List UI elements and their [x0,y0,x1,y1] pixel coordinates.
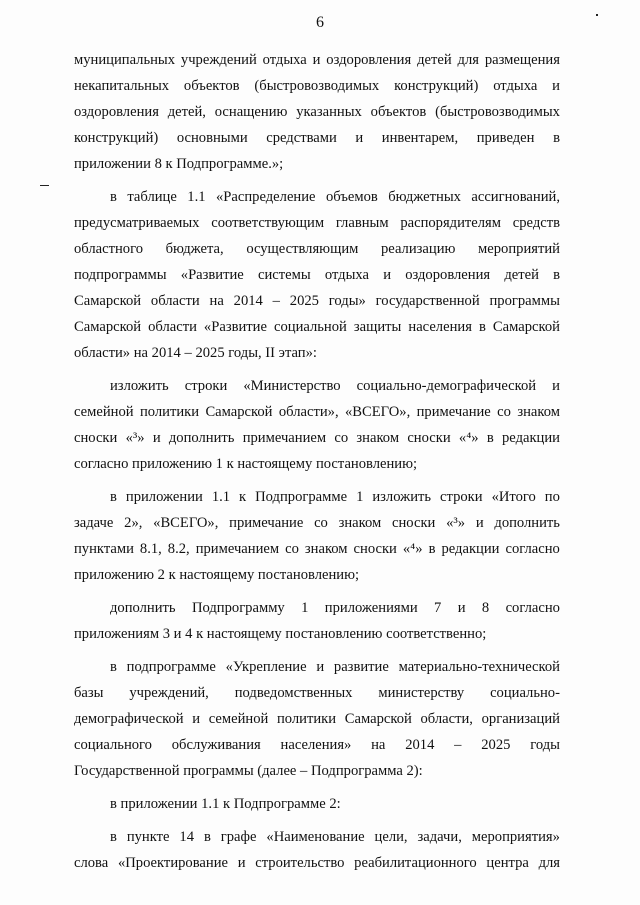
text-line: приложении 8 к Подпрограмме.»; [74,156,284,172]
word: дополнить [110,600,176,616]
word: со [334,430,349,446]
text-line [74,536,560,562]
text-line: Государственной программы (далее – Подпрограмма 2): [74,763,423,779]
word: конструкций) [394,78,479,94]
word: ассигнований, [471,189,560,205]
word: отдыха [493,78,538,94]
word: – [454,737,462,753]
word: детей [417,52,452,68]
page-number: 6 [316,14,324,31]
word: строительство [255,855,345,871]
word: сноски [407,430,451,446]
word: обслуживания [171,737,261,753]
word: указанных [296,104,362,120]
word: оздоровления [405,267,491,283]
word: примечанием [195,541,280,557]
word: «⁴» [402,541,423,557]
word: сноски [392,515,436,531]
word: знаком [338,515,382,531]
word: населения [408,319,472,335]
word: со [497,404,511,420]
paragraph-table-1-1 [74,184,560,366]
word: программы [489,293,560,309]
text-line [74,732,560,758]
word: 8 [481,600,490,616]
word: – [272,293,280,309]
word: 8.1, [139,541,162,557]
word: министерству [378,685,465,701]
word: детей [504,267,539,283]
word: подведомственных [234,685,353,701]
text-line: в приложении 1.1 к Подпрограмме 2: [110,796,341,812]
paragraph-appendix-subprogram-2 [74,791,560,817]
word: в [110,489,117,505]
word: конструкций) [74,130,159,146]
word: на [209,293,224,309]
word: для [457,52,479,68]
word: в [110,829,117,845]
word: соответствующим [211,215,325,231]
word: знаком [517,404,560,420]
word: сноски [353,541,397,557]
word: к [239,489,247,505]
text-line: согласно приложению 1 к настоящему постановлению; [74,456,418,472]
word: «Развитие [203,319,267,335]
word: цели, [374,829,408,845]
text-line [74,47,560,73]
word: «ВСЕГО», [344,404,411,420]
word: и [152,430,161,446]
word: политики [139,404,200,420]
word: «ВСЕГО», [153,515,219,531]
word: годы [530,737,560,753]
word: 1 [356,489,364,505]
text-line [74,236,560,262]
word: области [150,293,200,309]
word: на [371,737,386,753]
word: строки [440,489,483,505]
word: 7 [434,600,442,616]
text-line [74,850,560,876]
word: в [110,189,117,205]
word: семейной [74,404,134,420]
word: таблице [127,189,177,205]
word: распорядителям [400,215,502,231]
text-line [74,399,560,425]
word: для [538,855,560,871]
word: пунктами [74,541,134,557]
word: Подпрограмму [191,600,285,616]
word: материально-технической [398,659,560,675]
word: и [312,52,321,68]
paragraph-add-appendices [74,595,560,647]
word: в [203,829,211,845]
word: семейной [208,711,269,727]
word: отдыха [262,52,307,68]
word: инвентарем, [381,130,459,146]
text-line [74,824,560,850]
word: 2», [124,515,143,531]
paragraph-subprogram-2 [74,654,560,784]
word: детей, [167,104,206,120]
word: реабилитационного [354,855,477,871]
word: мероприятия» [471,829,560,845]
word: объемов [325,189,378,205]
word: и [316,659,325,675]
text-line [74,425,560,451]
text-line [74,210,560,236]
word: в [428,541,436,557]
word: «Укрепление [225,659,307,675]
text-line [74,314,560,340]
word: оснащению [214,104,288,120]
paragraph-amend-rows [74,373,560,477]
word: 2025 [481,737,511,753]
word: со [314,515,328,531]
word: системы [258,267,311,283]
paragraph-appendix-1-1 [74,484,560,588]
word: населения» [280,737,352,753]
word: Самарской [74,319,142,335]
word: примечание [229,515,304,531]
word: организаций [481,711,560,727]
word: знаком [356,430,400,446]
word: Самарской [205,404,273,420]
word: 1.1 [211,489,231,505]
word: редакции [441,541,500,557]
word: главным [335,215,389,231]
word: «⁴» [458,430,479,446]
word: в [553,267,560,283]
word: и [475,515,484,531]
word: изложить [372,489,432,505]
word: сноски [74,430,118,446]
text-line: приложениям 3 и 4 к настоящему постановлению соответственно; [74,626,487,642]
word: «Развитие [180,267,244,283]
word: Самарской [492,319,560,335]
document-body [74,47,560,876]
word: изложить [110,378,169,394]
word: предусматриваемых [74,215,200,231]
word: размещения [484,52,560,68]
word: подпрограммы [74,267,167,283]
word: приложениями [324,600,418,616]
word: «Проектирование [117,855,228,871]
text-line [74,510,560,536]
word: по [544,489,560,505]
word: политики [276,711,337,727]
word: 1.1 [187,189,206,205]
word: области, [420,711,473,727]
word: демографической [74,711,184,727]
word: некапитальных [74,78,170,94]
paragraph-item-14 [74,824,560,876]
word: «Наименование [266,829,365,845]
word: «³» [125,430,145,446]
word: мероприятий [478,241,560,257]
word: «³» [446,515,466,531]
word: примечанием [242,430,327,446]
text-line [74,706,560,732]
word: областного [74,241,143,257]
word: области [148,319,197,335]
word: (быстровозводимых [254,78,380,94]
scan-mark-right [596,14,598,16]
word: задаче [74,515,114,531]
word: приложении [125,489,203,505]
word: и [383,267,391,283]
word: и [552,78,560,94]
word: учреждений [180,52,257,68]
word: в [110,659,117,675]
word: объектов [183,78,240,94]
word: объектов [370,104,427,120]
word: и [237,855,246,871]
word: бюджетных [388,189,461,205]
word: Самарской [344,711,412,727]
word: защиты [353,319,402,335]
word: социальной [273,319,347,335]
word: бюджета, [165,241,224,257]
word: и [192,711,201,727]
word: средств [512,215,560,231]
word: 2025 [289,293,319,309]
word: и [457,600,466,616]
text-line [74,654,560,680]
word: задачи, [417,829,462,845]
word: учреждений, [129,685,209,701]
text-line: области» на 2014 – 2025 годы, II этап»: [74,345,317,361]
scan-mark-left [40,185,49,186]
word: «Итого [491,489,536,505]
word: «Распределение [216,189,316,205]
word: в [478,319,486,335]
text-line: приложению 2 к настоящему постановлению; [74,567,360,583]
word: подпрограмме [126,659,216,675]
word: оздоровления [74,104,159,120]
word: реализацию [381,241,456,257]
text-line [74,373,560,399]
word: годы» [328,293,366,309]
word: Подпрограмме [255,489,348,505]
word: средствами [266,130,337,146]
text-line [74,125,560,151]
word: слова [74,855,109,871]
word: осуществляющим [246,241,359,257]
word: развитие [333,659,389,675]
word: и [552,378,560,394]
text-line [74,484,560,510]
word: строки [184,378,228,394]
word: Самарской [74,293,142,309]
word: знаком [304,541,348,557]
text-line [74,595,560,621]
word: муниципальных [74,52,176,68]
word: дополнить [168,430,235,446]
word: в [486,430,494,446]
text-line [74,680,560,706]
word: со [285,541,299,557]
word: согласно [505,600,560,616]
word: приведен [476,130,535,146]
word: пункте [126,829,170,845]
word: 1 [301,600,309,616]
word: социального [74,737,152,753]
word: редакции [501,430,560,446]
word: 8.2, [167,541,190,557]
word: социально- [490,685,560,701]
text-line [74,73,560,99]
word: области», [278,404,339,420]
word: оздоровления [326,52,412,68]
word: базы [74,685,104,701]
text-line [74,184,560,210]
word: основными [176,130,248,146]
word: графе [220,829,257,845]
word: в [553,130,560,146]
text-line [74,262,560,288]
word: отдыха [324,267,369,283]
word: и [355,130,364,146]
word: (быстровозводимых [435,104,560,120]
word: согласно [505,541,560,557]
word: примечание [416,404,491,420]
word: центра [486,855,529,871]
text-line [74,99,560,125]
word: 2014 [233,293,263,309]
word: 14 [179,829,195,845]
paragraph-continuation [74,47,560,177]
word: социально-демографической [356,378,537,394]
word: дополнить [494,515,560,531]
text-line [74,288,560,314]
word: государственной [375,293,480,309]
word: «Министерство [243,378,341,394]
word: 2014 [405,737,435,753]
